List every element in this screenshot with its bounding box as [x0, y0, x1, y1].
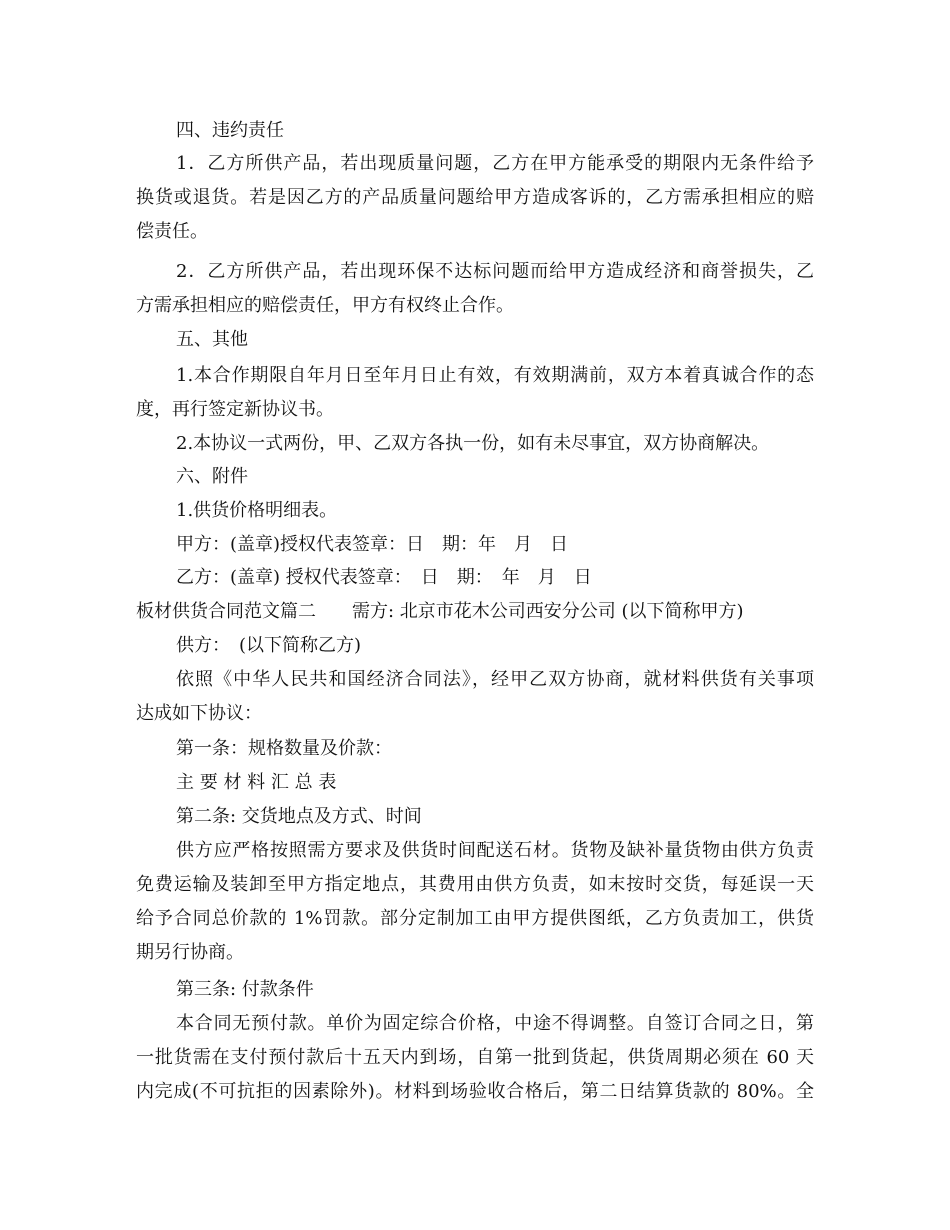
text-line: 本合同无预付款。单价为固定综合价格，中途不得调整。自签订合同之日，第 [176, 1013, 814, 1034]
text-line: 供方： (以下简称乙方) [176, 635, 362, 656]
text-line: 偿责任。 [136, 221, 208, 242]
clause-heading: 第三条: 付款条件 [176, 979, 314, 1000]
text-line: 1.供货价格明细表。 [176, 500, 338, 521]
text-line: 免费运输及装卸至甲方指定地点，其费用由供方负责，如末按时交货，每延误一天 [136, 874, 814, 895]
text-line: 给予合同总价款的 1%罚款。部分定制加工由甲方提供图纸，乙方负责加工，供货 [136, 908, 814, 929]
section-heading: 四、违约责任 [176, 120, 284, 141]
text-line: 达成如下协议： [136, 703, 262, 724]
text-line: 供方应严格按照需方要求及供货时间配送石材。货物及缺补量货物由供方负责 [176, 840, 814, 861]
clause-heading: 第二条: 交货地点及方式、时间 [176, 806, 422, 827]
clause-heading: 第一条：规格数量及价款： [176, 738, 392, 759]
text-line: 度，再行签定新协议书。 [136, 399, 334, 420]
text-line: 依照《中华人民共和国经济合同法》，经甲乙双方协商，就材料供货有关事项 [176, 669, 814, 690]
text-line: 期另行协商。 [136, 942, 244, 963]
text-line: 2.本协议一式两份，甲、乙双方各执一份，如有未尽事宜，双方协商解决。 [176, 433, 770, 454]
section-heading: 六、附件 [176, 466, 248, 487]
text-line: 2．乙方所供产品，若出现环保不达标问题而给甲方造成经济和商誉损失，乙 [176, 261, 814, 282]
text-line: 主 要 材 料 汇 总 表 [176, 772, 337, 793]
document-title-line: 板材供货合同范文篇二 需方: 北京市花木公司西安分公司 (以下简称甲方) [136, 601, 744, 622]
text-line: 内完成(不可抗拒的因素除外)。材料到场验收合格后，第二日结算货款的 80%。全 [136, 1081, 814, 1102]
signature-line: 甲方：(盖章)授权代表签章：日 期：年 月 日 [176, 534, 569, 555]
text-line: 1.本合作期限自年月日至年月日止有效，有效期满前，双方本着真诚合作的态 [176, 365, 814, 386]
section-heading: 五、其他 [176, 329, 248, 350]
text-line: 方需承担相应的赔偿责任，甲方有权终止合作。 [136, 295, 514, 316]
text-line: 换货或退货。若是因乙方的产品质量问题给甲方造成客诉的，乙方需承担相应的赔 [136, 187, 814, 208]
signature-line: 乙方：(盖章) 授权代表签章： 日 期： 年 月 日 [176, 567, 592, 588]
text-line: 一批货需在支付预付款后十五天内到场，自第一批到货起，供货周期必须在 60 天 [136, 1047, 814, 1068]
text-line: 1．乙方所供产品，若出现质量问题，乙方在甲方能承受的期限内无条件给予 [176, 153, 814, 174]
